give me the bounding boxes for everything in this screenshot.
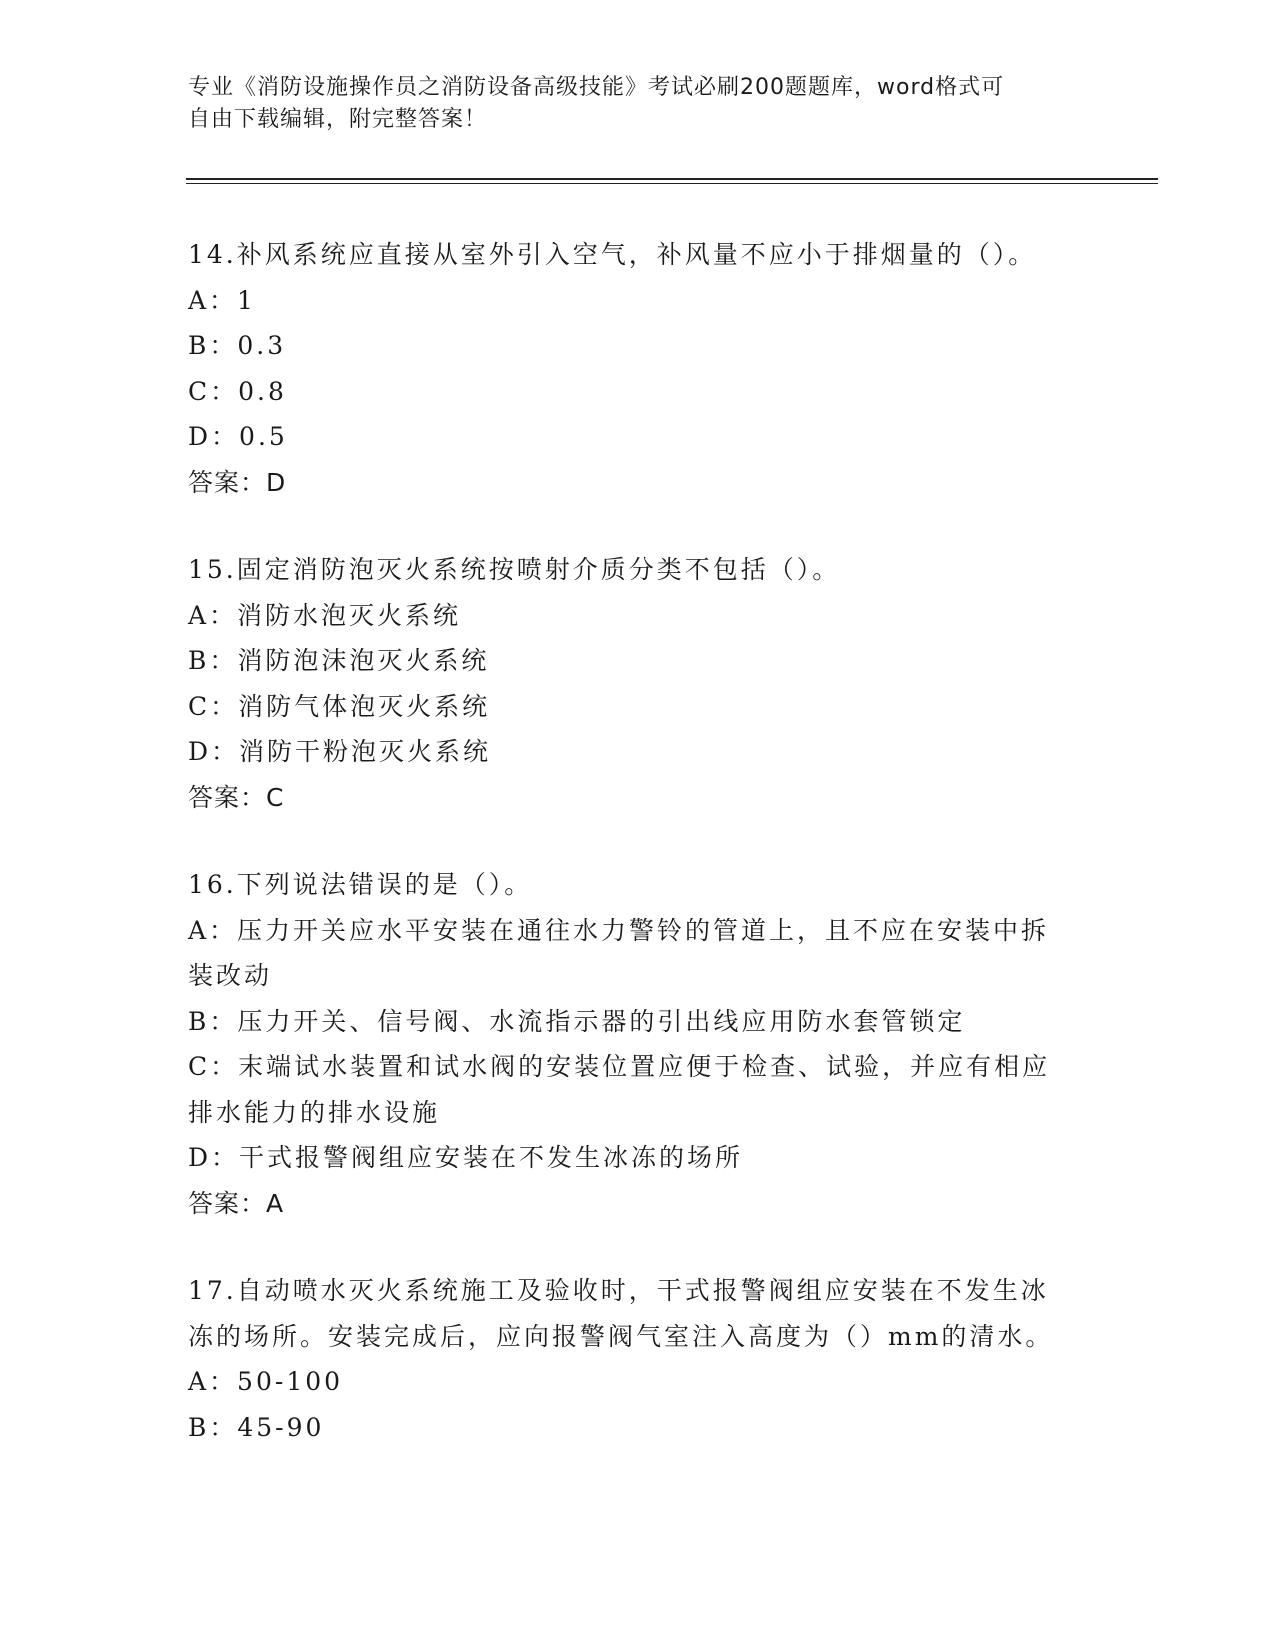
- option-line: B：消防泡沫泡灭火系统: [188, 646, 490, 675]
- option-line: 排水能力的排水设施: [188, 1097, 441, 1127]
- question-3: [188, 862, 1068, 1226]
- option-line: A：压力开关应水平安装在通往水力警铃的管道上，且不应在安装中拆: [188, 915, 1050, 945]
- question-stem-line: 冻的场所。安装完成后，应向报警阀气室注入高度为（）mm的清水。: [188, 1321, 1054, 1351]
- option-line: D：干式报警阀组应安装在不发生冰冻的场所: [188, 1143, 744, 1172]
- question-stem-line: 14.补风系统应直接从室外引入空气，补风量不应小于排烟量的（）。: [188, 240, 1037, 269]
- option-line: C：消防气体泡灭火系统: [188, 691, 491, 721]
- option-line: C：末端试水装置和试水阀的安装位置应便于检查、试验，并应有相应: [188, 1052, 1051, 1081]
- question-stem-line: 15.固定消防泡灭火系统按喷射介质分类不包括（）。: [188, 555, 841, 584]
- question-2: [188, 547, 1068, 820]
- header-line-1: 专业《消防设施操作员之消防设备高级技能》考试必刷200题题库，word格式可: [188, 75, 1005, 100]
- option-line: B：0.3: [188, 331, 287, 360]
- option-line: A：50-100: [188, 1367, 344, 1396]
- header-line-2: 自由下载编辑，附完整答案！: [188, 107, 488, 132]
- header-divider-thin: [186, 183, 1158, 184]
- option-line: B：45-90: [188, 1412, 325, 1442]
- document-header: [188, 72, 1068, 136]
- option-line: B：压力开关、信号阀、水流指示器的引出线应用防水套管锁定: [188, 1006, 966, 1036]
- question-4: [188, 1268, 1068, 1450]
- option-line: A：1: [188, 285, 256, 315]
- option-line: D：0.5: [188, 422, 288, 451]
- option-line: D：消防干粉泡灭火系统: [188, 737, 492, 766]
- question-stem-line: 17.自动喷水灭火系统施工及验收时，干式报警阀组应安装在不发生冰: [188, 1276, 1049, 1305]
- question-list: [188, 232, 1068, 1492]
- header-divider: [186, 178, 1158, 180]
- answer-line: 答案：D: [188, 467, 287, 497]
- question-stem-line: 16.下列说法错误的是（）。: [188, 870, 533, 899]
- answer-line: 答案：C: [188, 782, 285, 812]
- question-1: [188, 232, 1068, 505]
- option-line: 装改动: [188, 961, 273, 990]
- answer-line: 答案：A: [188, 1188, 285, 1218]
- option-line: C：0.8: [188, 376, 287, 406]
- option-line: A：消防水泡灭火系统: [188, 600, 462, 630]
